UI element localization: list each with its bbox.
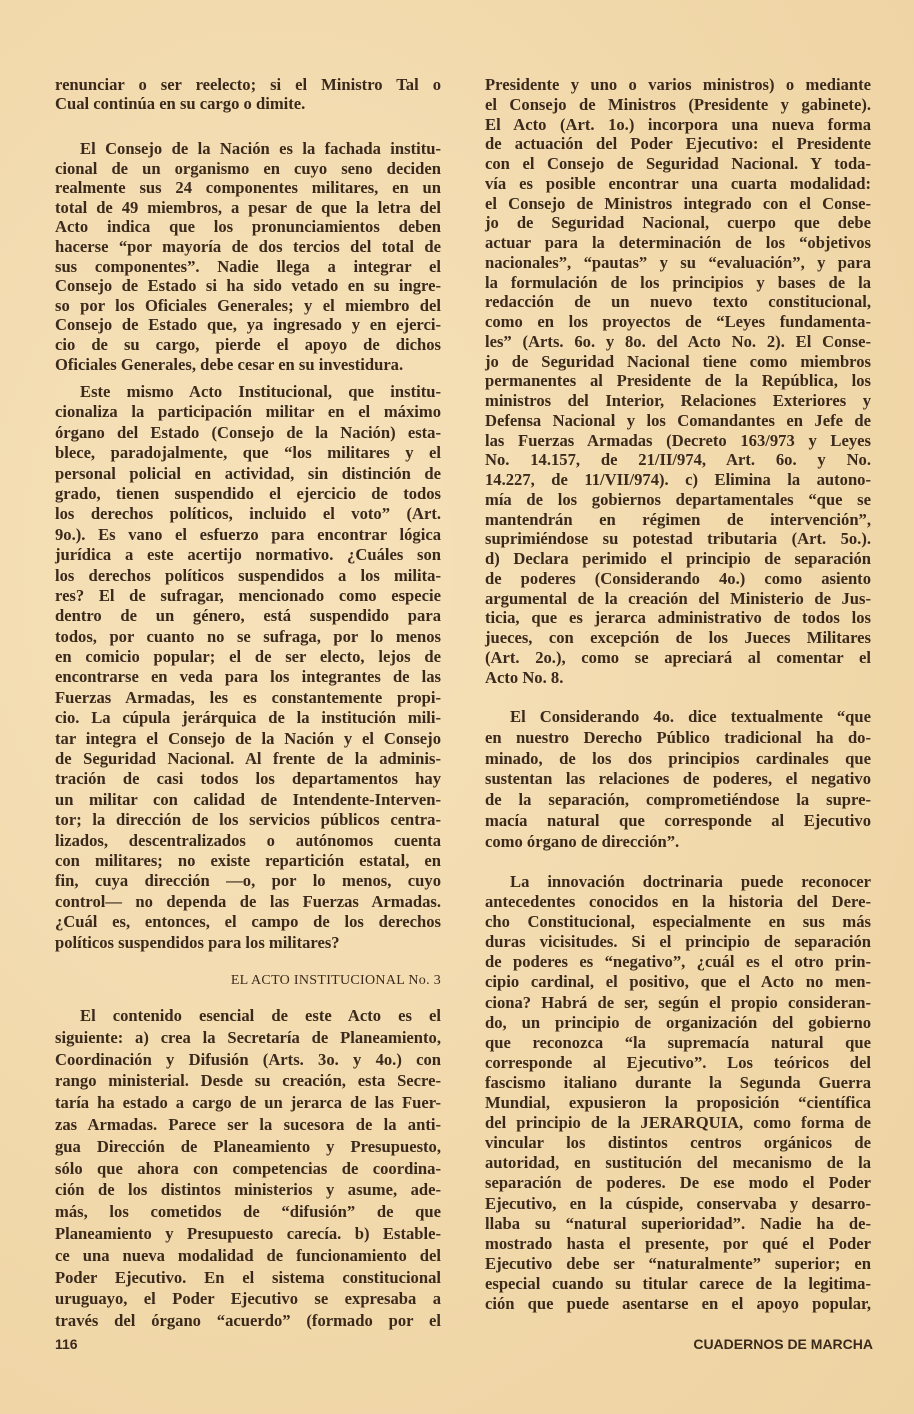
text-line: sustentan las relaciones de poderes, el negativo — [485, 769, 871, 789]
text-line: Presidente y uno o varios ministros) o mediante — [485, 75, 871, 94]
text-line: especial cuando su titular carece de la legitima- — [485, 1273, 871, 1293]
text-line: 14.227, de 11/VII/974). c) Elimina la autono- — [485, 470, 871, 489]
text-line: ción que puede asentarse en el apoyo popular, — [485, 1293, 871, 1313]
text-line: dentro de un género, está suspendido para — [55, 606, 441, 626]
text-line: siguiente: a) crea la Secretaría de Planeamiento, — [55, 1027, 441, 1047]
text-line: ticia, que es jerarca administrativo de todos los — [485, 608, 871, 628]
text-line: actuar para la determinación de los “objetivos — [485, 233, 871, 252]
text-line: blece, paradojalmente, que “los militares y el — [55, 443, 441, 463]
text-line: vincular los distintos centros orgánicos de — [485, 1133, 871, 1153]
text-line: jueces, con excepción de los Jueces Militares — [485, 628, 871, 647]
text-line: corresponde al Ejecutivo”. Los teóricos del — [485, 1052, 871, 1072]
text-line: todos, por cuanto no se sufraga, por lo menos — [55, 626, 441, 646]
text-line: de la separación, comprometiéndose la supre- — [485, 790, 871, 810]
text-line: como en los proyectos de “Leyes fundamenta- — [485, 312, 871, 331]
text-line: 9o.). Es vano el esfuerzo para encontrar lógica — [55, 524, 441, 544]
text-line: cio. La cúpula jerárquica de la institución mili- — [55, 708, 441, 728]
text-line: do, un principio de organización del gobierno — [485, 1012, 871, 1032]
text-line: jurídica a este acertijo normativo. ¿Cuáles son — [55, 545, 441, 565]
text-line: Cual continúa en su cargo o dimite. — [55, 93, 306, 113]
text-line: Este mismo Acto Institucional, que institu- — [80, 382, 441, 401]
text-line: tor; la dirección de los servicios públicos centra- — [55, 810, 441, 830]
text-line: sólo que ahora con competencias de coordina- — [55, 1158, 441, 1178]
text-line: Poder Ejecutivo. En el sistema constitucional — [55, 1267, 441, 1287]
text-line: les” (Arts. 6o. y 8o. del Acto No. 2). El Conse- — [485, 331, 871, 351]
text-line: el Consejo de Ministros (Presidente y gabinete). — [485, 94, 871, 114]
text-line: so por los Oficiales Generales; y el miembro del — [55, 295, 441, 315]
text-line: jo de Seguridad Nacional, cuerpo que debe — [485, 213, 871, 233]
text-line: los derechos políticos, incluido el voto” (Art. — [55, 504, 441, 524]
page-number: 116 — [55, 1336, 78, 1352]
text-line: uruguayo, el Poder Ejecutivo se expresaba a — [55, 1289, 441, 1309]
paragraph — [485, 75, 871, 687]
text-line: las Fuerzas Armadas (Decreto 163/973 y Leyes — [485, 430, 871, 450]
text-line: de actuación del Poder Ejecutivo: el Presidente — [485, 134, 871, 154]
text-line: Consejo de Estado que, ya ingresado y en ejerci- — [55, 315, 441, 335]
text-line: macía natural que corresponde al Ejecutivo — [485, 810, 871, 830]
paragraph — [485, 872, 871, 1314]
text-line: Mundial, expusieron la proposición “científica — [485, 1093, 871, 1113]
text-line: Ejecutivo debe ser “naturalmente” superior; en — [485, 1253, 871, 1273]
text-line: res? El de sufragar, mencionado como especie — [55, 585, 441, 605]
text-line: Fuerzas Armadas, les es constantemente propi- — [55, 687, 441, 707]
text-line: de Seguridad Nacional. Al frente de la adminis- — [55, 749, 441, 769]
text-line: control— no dependa de las Fuerzas Armadas. — [55, 891, 441, 911]
text-line: través del órgano “acuerdo” (formado por el — [55, 1311, 441, 1331]
text-line: El Acto (Art. 1o.) incorpora una nueva forma — [485, 114, 871, 134]
text-line: cionaliza la participación militar en el máximo — [55, 402, 441, 422]
text-line: Defensa Nacional y los Comandantes en Jefe de — [485, 410, 871, 430]
text-line: un militar con calidad de Intendente-Interven- — [55, 789, 441, 809]
text-line: suprimiéndose su potestad tributaria (Art. 5o.). — [485, 529, 871, 549]
text-line: ciona? Habrá de ser, según el propio consideran- — [485, 992, 871, 1012]
text-line: Ejecutivo, en la cúspide, conservaba y desarro- — [485, 1193, 871, 1213]
text-line: renunciar o ser reelecto; si el Ministro Tal o — [55, 75, 441, 94]
text-line: mantendrán en régimen de intervención”, — [485, 509, 871, 529]
text-line: cho Constitucional, especialmente en sus más — [485, 912, 871, 932]
text-line: separación de poderes. De ese modo el Poder — [485, 1173, 871, 1193]
text-line: en nuestro Derecho Público tradicional ha do- — [485, 727, 871, 747]
text-line: con el Consejo de Seguridad Nacional. Y toda- — [485, 154, 871, 173]
text-line: antecedentes conocidos en la historia del Dere- — [485, 892, 871, 912]
text-line: encontrarse en veda para los integrantes de las — [55, 667, 441, 687]
text-line: cio de su cargo, pierde el apoyo de dichos — [55, 334, 441, 354]
text-line: minado, de los dos principios cardinales que — [485, 748, 871, 768]
text-line: Consejo de Estado si ha sido vetado en su ingre- — [55, 276, 441, 296]
text-line: políticos suspendidos para los militares? — [55, 932, 340, 952]
text-line: argumental de la creación del Ministerio de Jus- — [485, 588, 871, 608]
text-line: que reconozca “la supremacía natural que — [485, 1032, 871, 1052]
text-line: ¿Cuál es, entonces, el campo de los derechos — [55, 912, 441, 932]
text-line: Oficiales Generales, debe cesar en su investidura. — [55, 354, 404, 374]
text-line: fascismo italiano durante la Segunda Guerra — [485, 1072, 871, 1092]
text-line: con militares; no existe repartición estatal, en — [55, 850, 441, 870]
text-line: ción de los distintos ministerios y asume, ade- — [55, 1180, 441, 1200]
text-line: Acto indica que los pronunciamientos deben — [55, 217, 441, 237]
text-line: fin, cuya dirección —o, por lo menos, cuyo — [55, 871, 441, 891]
text-line: la formulación de los principios y bases de la — [485, 272, 871, 292]
text-line: hacerse “por mayoría de dos tercios del total de — [55, 236, 441, 256]
text-line: lizados, descentralizados o autónomos cuenta — [55, 830, 441, 850]
paragraph — [55, 76, 441, 113]
paragraph — [485, 707, 871, 853]
text-line: los derechos políticos suspendidos a los milita- — [55, 565, 441, 585]
text-line: zas Armadas. Parece ser la sucesora de la anti- — [55, 1114, 441, 1134]
text-line: cional de un organismo en cuyo seno deciden — [55, 158, 441, 178]
text-line: tar integra el Consejo de la Nación y el Consejo — [55, 728, 441, 748]
text-line: llaba su “natural superioridad”. Nadie ha de- — [485, 1213, 871, 1233]
text-line: Acto No. 8. — [485, 667, 564, 687]
text-line: mía de los gobiernos departamentales “que se — [485, 489, 871, 509]
text-line: taría ha estado a cargo de un jerarca de las Fuer- — [55, 1093, 441, 1113]
text-line: d) Declara perimido el principio de separación — [485, 549, 871, 568]
text-line: el Consejo de Ministros integrado con el Conse- — [485, 193, 871, 213]
text-line: cipio cardinal, el positivo, que el Acto no men- — [485, 972, 871, 992]
paragraph — [55, 382, 441, 953]
paragraph — [55, 1005, 441, 1332]
paragraph — [55, 139, 441, 374]
section-heading: EL ACTO INSTITUCIONAL No. 3 — [230, 973, 441, 988]
text-line: El Consejo de la Nación es la fachada institu- — [80, 139, 441, 158]
text-line: más, los cometidos de “difusión” de que — [55, 1202, 441, 1222]
text-line: (Art. 2o.), como se apreciará al comentar el — [485, 647, 871, 667]
text-line: La innovación doctrinaria puede reconocer — [510, 872, 871, 891]
text-line: como órgano de dirección”. — [485, 831, 680, 851]
text-line: ce una nueva modalidad de funcionamiento del — [55, 1245, 441, 1265]
text-line: nacionales”, “pautas” y su “evaluación”, y para — [485, 252, 871, 272]
text-line: El Considerando 4o. dice textualmente “que — [510, 707, 871, 726]
text-line: sus componentes”. Nadie llega a integrar el — [55, 256, 441, 276]
text-line: Planeamiento y Presupuesto carecía. b) Estable- — [55, 1223, 441, 1243]
text-line: grado, tienen suspendido el ejercicio de todos — [55, 483, 441, 503]
text-line: Coordinación y Difusión (Arts. 3o. y 4o.) con — [55, 1049, 441, 1069]
text-line: jo de Seguridad Nacional tiene como miembros — [485, 351, 871, 371]
text-line: gua Dirección de Planeamiento y Presupuesto, — [55, 1136, 441, 1156]
text-line: en comicio popular; el de ser electo, lejos de — [55, 647, 441, 667]
text-line: personal policial en actividad, sin distinción de — [55, 463, 441, 483]
text-line: duras vicisitudes. Si el principio de separación — [485, 932, 871, 952]
text-line: El contenido esencial de este Acto es el — [80, 1006, 441, 1025]
text-line: total de 49 miembros, a pesar de que la letra del — [55, 197, 441, 217]
text-line: rango ministerial. Desde su creación, esta Secre- — [55, 1071, 441, 1091]
text-line: permanentes al Presidente de la República, los — [485, 371, 871, 391]
text-line: del principio de la JERARQUIA, como forma de — [485, 1113, 871, 1133]
text-line: No. 14.157, de 21/II/974, Art. 6o. y No. — [485, 450, 871, 470]
text-line: de poderes (Considerando 4o.) como asiento — [485, 568, 871, 588]
text-line: tración de casi todos los departamentos hay — [55, 769, 441, 789]
text-line: órgano del Estado (Consejo de la Nación) esta- — [55, 422, 441, 442]
text-line: autoridad, en sustitución del mecanismo de la — [485, 1153, 871, 1173]
publication-name: CUADERNOS DE MARCHA — [693, 1336, 873, 1352]
text-line: de poderes es “negativo”, ¿cuál es el otro prin- — [485, 952, 871, 972]
text-line: realmente sus 24 componentes militares, en un — [55, 178, 441, 198]
text-line: ministros del Interior, Relaciones Exteriores y — [485, 391, 871, 410]
text-line: mostrado hasta el presente, por qué el Poder — [485, 1233, 871, 1253]
text-line: vía es posible encontrar una cuarta modalidad: — [485, 173, 871, 193]
text-line: redacción de un nuevo texto constitucional, — [485, 292, 871, 312]
